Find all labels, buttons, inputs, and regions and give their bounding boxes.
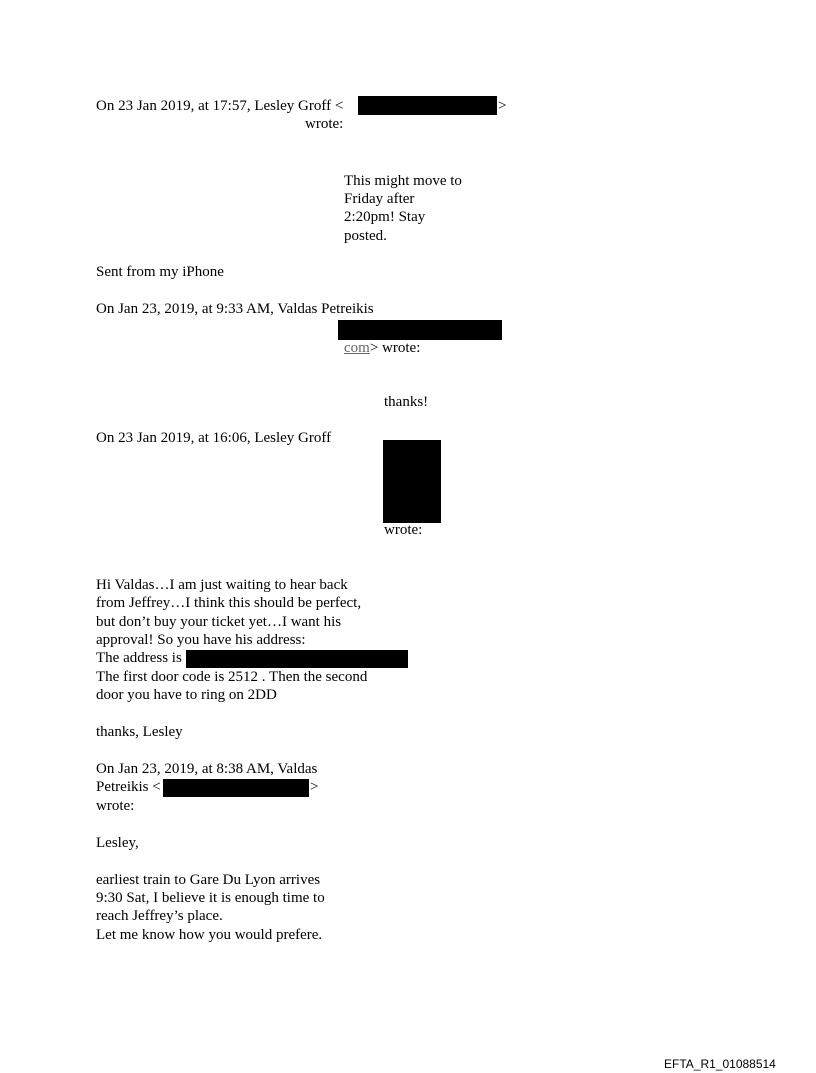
email-fragment — [344, 339, 420, 357]
redaction-bar — [358, 96, 497, 115]
header-line-1-end: > — [498, 98, 507, 114]
message-line: The address is — [96, 650, 182, 666]
header-line-4b: Petreikis < — [96, 779, 161, 795]
header-line-2: On Jan 23, 2019, at 9:33 AM, Valdas Petreikis — [96, 301, 374, 317]
header-line-4b-end: > — [310, 779, 319, 795]
message-line: Let me know how you would prefere. — [96, 927, 323, 943]
header-wrote: wrote: — [305, 116, 344, 132]
message-line: This might move to — [344, 173, 462, 189]
message-line: 2:20pm! Stay — [344, 209, 426, 225]
wrote-label: > wrote: — [369, 340, 421, 356]
message-line: but don’t buy your ticket yet…I want his — [96, 614, 342, 630]
greeting: Lesley, — [96, 835, 139, 851]
header-wrote: wrote: — [96, 798, 135, 814]
redaction-bar — [383, 440, 441, 523]
message-line: posted. — [344, 228, 387, 244]
message-line: door you have to ring on 2DD — [96, 687, 277, 703]
header-line-1: On 23 Jan 2019, at 17:57, Lesley Groff < — [96, 98, 344, 114]
email-link[interactable]: com — [344, 340, 370, 356]
signoff: thanks, Lesley — [96, 724, 183, 740]
header-line-4: On Jan 23, 2019, at 8:38 AM, Valdas — [96, 761, 318, 777]
message-line: Hi Valdas…I am just waiting to hear back — [96, 577, 348, 593]
message-line: The first door code is 2512 . Then the second — [96, 669, 368, 685]
thanks-text: thanks! — [384, 394, 429, 410]
sent-from-iphone: Sent from my iPhone — [96, 264, 224, 280]
message-line: 9:30 Sat, I believe it is enough time to — [96, 890, 325, 906]
message-line: Friday after — [344, 191, 415, 207]
message-line: reach Jeffrey’s place. — [96, 908, 223, 924]
message-line: from Jeffrey…I think this should be perfect, — [96, 595, 362, 611]
header-wrote: wrote: — [384, 522, 423, 538]
message-line: earliest train to Gare Du Lyon arrives — [96, 872, 321, 888]
document-id: EFTA_R1_01088514 — [664, 1057, 776, 1071]
redaction-bar — [163, 779, 309, 797]
header-line-3: On 23 Jan 2019, at 16:06, Lesley Groff — [96, 430, 332, 446]
redaction-bar — [186, 650, 408, 668]
redaction-bar — [338, 320, 502, 340]
message-line: approval! So you have his address: — [96, 632, 306, 648]
